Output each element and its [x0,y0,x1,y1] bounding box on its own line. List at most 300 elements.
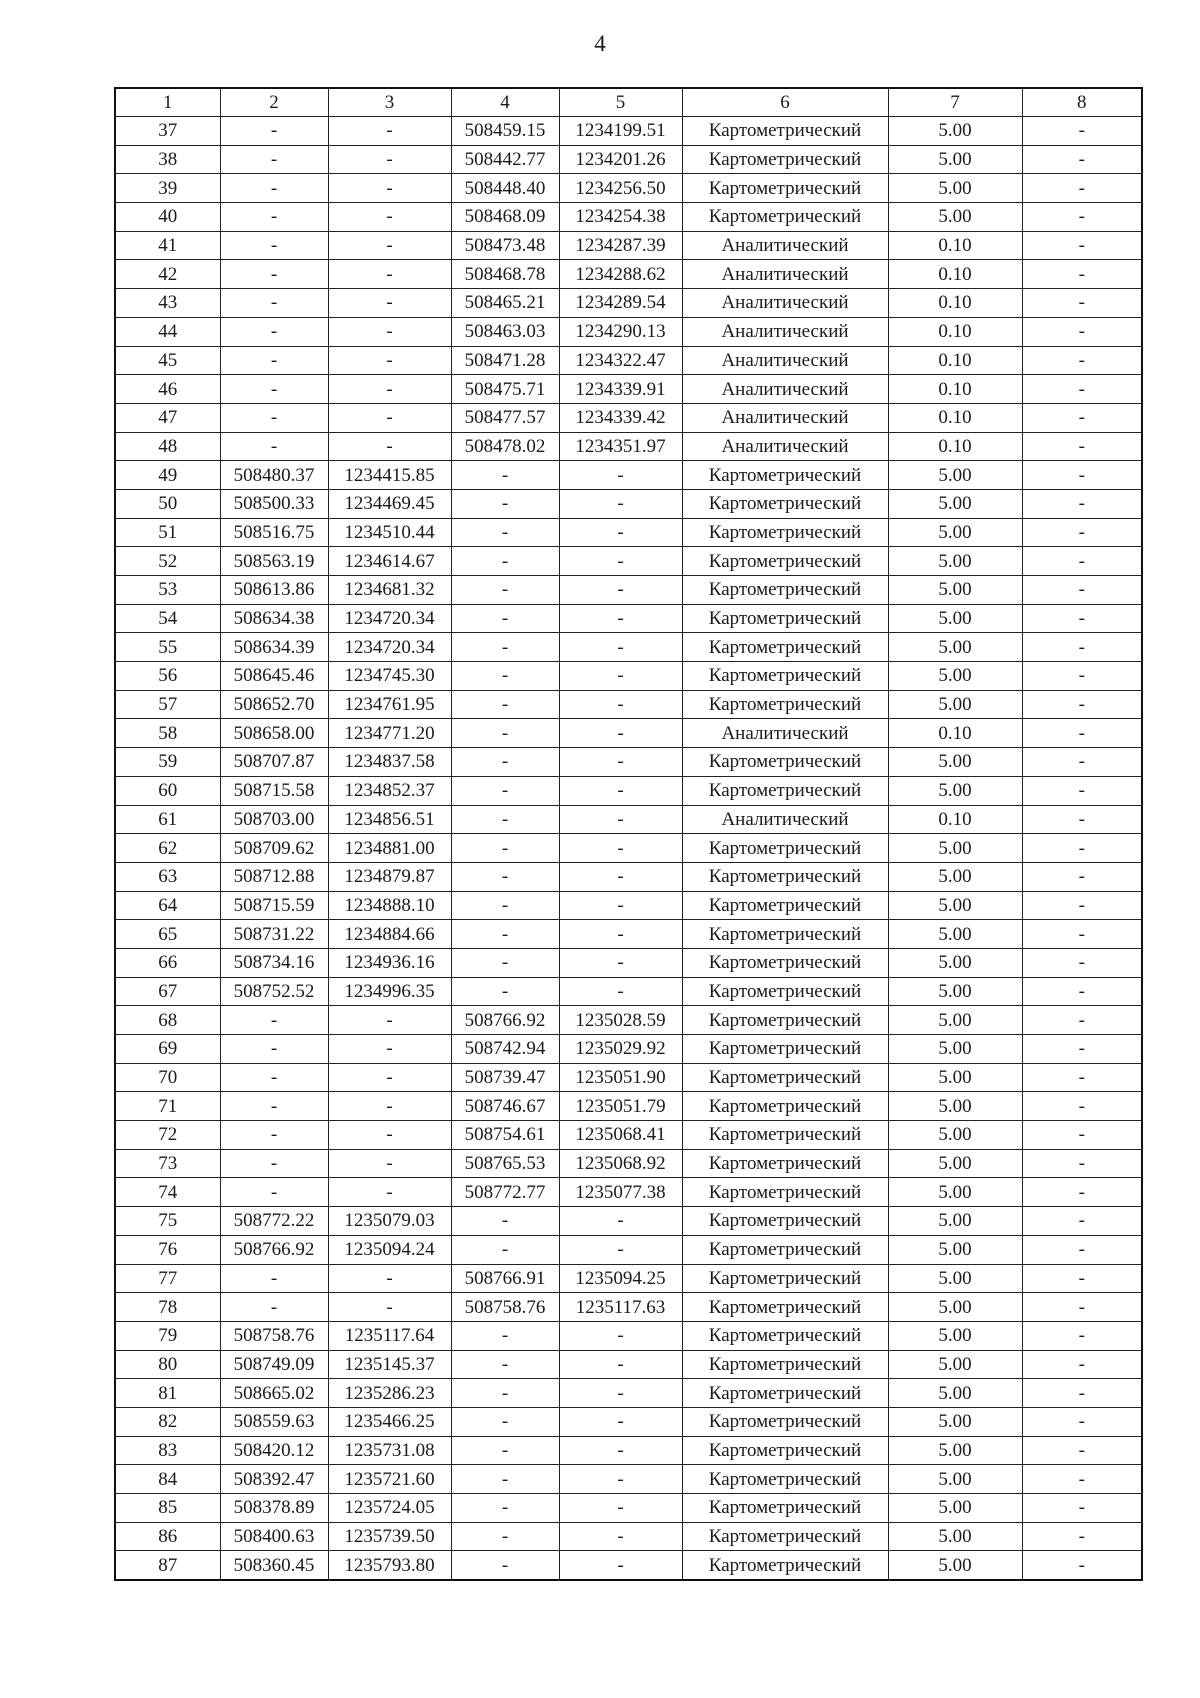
cell-x-new: - [451,862,559,891]
cell-y-old: - [328,1264,451,1293]
cell-method: Картометрический [682,977,888,1006]
cell-x-new: 508442.77 [451,145,559,174]
cell-y-new: - [559,662,682,691]
table-row [115,805,1142,834]
cell-x-new: 508448.40 [451,174,559,203]
cell-x-new: - [451,748,559,777]
cell-method: Картометрический [682,1035,888,1064]
cell-description: - [1022,1407,1142,1436]
cell-description: - [1022,891,1142,920]
cell-x-new: 508473.48 [451,231,559,260]
cell-description: - [1022,1149,1142,1178]
cell-description: - [1022,346,1142,375]
cell-description: - [1022,518,1142,547]
cell-description: - [1022,1522,1142,1551]
cell-y-new: 1235077.38 [559,1178,682,1207]
cell-description: - [1022,117,1142,146]
cell-description: - [1022,489,1142,518]
cell-description: - [1022,174,1142,203]
cell-method: Картометрический [682,891,888,920]
cell-description: - [1022,260,1142,289]
cell-description: - [1022,1235,1142,1264]
cell-description: - [1022,375,1142,404]
cell-point-number: 58 [115,719,220,748]
cell-y-old: 1234510.44 [328,518,451,547]
cell-accuracy: 0.10 [888,289,1022,318]
cell-y-new: - [559,948,682,977]
cell-y-old: 1234745.30 [328,662,451,691]
cell-x-old: - [220,375,328,404]
cell-x-new: - [451,1522,559,1551]
cell-method: Аналитический [682,346,888,375]
table-row [115,317,1142,346]
cell-y-new: - [559,805,682,834]
cell-y-old: 1234720.34 [328,633,451,662]
column-header: 8 [1022,88,1142,117]
cell-x-new: - [451,633,559,662]
cell-point-number: 48 [115,432,220,461]
cell-description: - [1022,317,1142,346]
table-row [115,920,1142,949]
cell-accuracy: 5.00 [888,1465,1022,1494]
cell-accuracy: 5.00 [888,776,1022,805]
cell-x-new: - [451,1207,559,1236]
cell-point-number: 62 [115,834,220,863]
cell-point-number: 52 [115,547,220,576]
cell-y-new: - [559,633,682,662]
cell-y-old: 1235286.23 [328,1379,451,1408]
cell-accuracy: 0.10 [888,805,1022,834]
table-row [115,375,1142,404]
table-row [115,174,1142,203]
cell-description: - [1022,1551,1142,1580]
cell-method: Картометрический [682,174,888,203]
table-row [115,862,1142,891]
cell-description: - [1022,547,1142,576]
cell-accuracy: 5.00 [888,1321,1022,1350]
cell-y-old: 1235721.60 [328,1465,451,1494]
cell-y-new: - [559,920,682,949]
cell-y-new: - [559,1321,682,1350]
table-row [115,117,1142,146]
cell-x-old: 508749.09 [220,1350,328,1379]
cell-point-number: 77 [115,1264,220,1293]
cell-y-old: - [328,145,451,174]
cell-x-old: - [220,1035,328,1064]
cell-y-new: - [559,604,682,633]
cell-y-old: 1235117.64 [328,1321,451,1350]
cell-y-old: - [328,1035,451,1064]
column-header: 1 [115,88,220,117]
cell-x-new: 508468.09 [451,203,559,232]
cell-y-new: 1234199.51 [559,117,682,146]
cell-y-new: - [559,1350,682,1379]
cell-y-new: 1235068.92 [559,1149,682,1178]
cell-method: Картометрический [682,461,888,490]
cell-point-number: 67 [115,977,220,1006]
table-row [115,1121,1142,1150]
cell-x-old: 508559.63 [220,1407,328,1436]
cell-x-new: 508754.61 [451,1121,559,1150]
table-row [115,748,1142,777]
cell-description: - [1022,748,1142,777]
cell-y-old: 1234720.34 [328,604,451,633]
column-header: 5 [559,88,682,117]
cell-y-new: - [559,748,682,777]
table-row [115,1494,1142,1523]
cell-x-old: 508392.47 [220,1465,328,1494]
cell-y-old: 1235094.24 [328,1235,451,1264]
table-row [115,690,1142,719]
cell-accuracy: 5.00 [888,1006,1022,1035]
cell-y-new: - [559,719,682,748]
column-header: 3 [328,88,451,117]
cell-x-new: - [451,1350,559,1379]
cell-description: - [1022,1321,1142,1350]
cell-x-old: 508500.33 [220,489,328,518]
cell-accuracy: 5.00 [888,145,1022,174]
cell-method: Картометрический [682,576,888,605]
cell-description: - [1022,977,1142,1006]
cell-y-old: - [328,174,451,203]
cell-description: - [1022,145,1142,174]
cell-y-old: - [328,117,451,146]
cell-point-number: 41 [115,231,220,260]
cell-point-number: 63 [115,862,220,891]
cell-x-old: 508563.19 [220,547,328,576]
table-row [115,1522,1142,1551]
cell-method: Картометрический [682,948,888,977]
cell-description: - [1022,862,1142,891]
cell-x-old: 508665.02 [220,1379,328,1408]
cell-y-old: - [328,403,451,432]
cell-x-old: 508772.22 [220,1207,328,1236]
cell-x-old: - [220,346,328,375]
cell-x-old: 508378.89 [220,1494,328,1523]
cell-method: Картометрический [682,834,888,863]
cell-point-number: 79 [115,1321,220,1350]
cell-method: Картометрический [682,1063,888,1092]
cell-x-new: 508742.94 [451,1035,559,1064]
cell-method: Картометрический [682,1465,888,1494]
cell-method: Картометрический [682,203,888,232]
cell-method: Картометрический [682,1494,888,1523]
cell-y-new: - [559,834,682,863]
cell-y-old: 1235079.03 [328,1207,451,1236]
cell-y-old: 1235145.37 [328,1350,451,1379]
cell-x-new: 508478.02 [451,432,559,461]
cell-accuracy: 0.10 [888,375,1022,404]
cell-accuracy: 5.00 [888,1350,1022,1379]
cell-x-new: 508477.57 [451,403,559,432]
cell-point-number: 73 [115,1149,220,1178]
cell-x-new: - [451,1321,559,1350]
cell-point-number: 68 [115,1006,220,1035]
cell-y-old: - [328,1178,451,1207]
cell-x-new: - [451,662,559,691]
table-row [115,576,1142,605]
cell-x-old: - [220,174,328,203]
cell-method: Картометрический [682,1092,888,1121]
cell-method: Картометрический [682,1178,888,1207]
cell-method: Картометрический [682,662,888,691]
cell-x-new: 508766.91 [451,1264,559,1293]
cell-point-number: 51 [115,518,220,547]
cell-y-new: - [559,1235,682,1264]
cell-accuracy: 5.00 [888,117,1022,146]
cell-point-number: 83 [115,1436,220,1465]
cell-method: Картометрический [682,604,888,633]
cell-y-old: - [328,203,451,232]
table-row [115,891,1142,920]
cell-description: - [1022,461,1142,490]
table-row [115,1379,1142,1408]
cell-y-new: 1234289.54 [559,289,682,318]
cell-x-new: 508475.71 [451,375,559,404]
cell-method: Картометрический [682,1264,888,1293]
cell-x-old: 508712.88 [220,862,328,891]
cell-method: Картометрический [682,518,888,547]
cell-description: - [1022,289,1142,318]
cell-x-old: 508734.16 [220,948,328,977]
cell-y-old: - [328,375,451,404]
cell-accuracy: 0.10 [888,346,1022,375]
column-header: 7 [888,88,1022,117]
cell-x-new: - [451,1465,559,1494]
cell-point-number: 82 [115,1407,220,1436]
cell-x-old: - [220,289,328,318]
cell-method: Аналитический [682,289,888,318]
cell-accuracy: 5.00 [888,920,1022,949]
cell-y-old: 1235724.05 [328,1494,451,1523]
cell-y-new: 1234339.42 [559,403,682,432]
table-row [115,1035,1142,1064]
cell-description: - [1022,920,1142,949]
cell-point-number: 74 [115,1178,220,1207]
table-row [115,604,1142,633]
cell-x-old: - [220,1063,328,1092]
cell-y-old: 1235466.25 [328,1407,451,1436]
table-row [115,834,1142,863]
cell-x-new: 508465.21 [451,289,559,318]
cell-x-old: - [220,231,328,260]
cell-accuracy: 5.00 [888,518,1022,547]
cell-description: - [1022,1293,1142,1322]
cell-x-new: 508765.53 [451,1149,559,1178]
cell-accuracy: 5.00 [888,1207,1022,1236]
table-row [115,633,1142,662]
cell-x-new: - [451,1436,559,1465]
cell-x-old: 508480.37 [220,461,328,490]
table-row [115,403,1142,432]
cell-point-number: 53 [115,576,220,605]
table-row [115,1063,1142,1092]
cell-x-old: 508652.70 [220,690,328,719]
table-row [115,1465,1142,1494]
table-row [115,1178,1142,1207]
cell-method: Картометрический [682,547,888,576]
cell-y-old: - [328,317,451,346]
cell-accuracy: 5.00 [888,1264,1022,1293]
table-row [115,948,1142,977]
column-header: 6 [682,88,888,117]
cell-description: - [1022,1436,1142,1465]
cell-description: - [1022,1494,1142,1523]
cell-y-new: - [559,1522,682,1551]
cell-x-old: 508715.58 [220,776,328,805]
cell-y-new: - [559,690,682,719]
cell-accuracy: 5.00 [888,948,1022,977]
cell-x-new: - [451,805,559,834]
cell-x-old: - [220,1121,328,1150]
cell-description: - [1022,633,1142,662]
cell-accuracy: 5.00 [888,461,1022,490]
cell-method: Картометрический [682,1121,888,1150]
cell-y-new: - [559,1379,682,1408]
cell-method: Картометрический [682,862,888,891]
cell-accuracy: 5.00 [888,1235,1022,1264]
cell-point-number: 43 [115,289,220,318]
table-row [115,461,1142,490]
cell-description: - [1022,662,1142,691]
cell-accuracy: 5.00 [888,1379,1022,1408]
cell-y-old: 1234852.37 [328,776,451,805]
cell-y-old: 1234761.95 [328,690,451,719]
cell-x-old: 508766.92 [220,1235,328,1264]
cell-description: - [1022,1350,1142,1379]
cell-point-number: 84 [115,1465,220,1494]
cell-method: Картометрический [682,1293,888,1322]
cell-x-new: 508772.77 [451,1178,559,1207]
cell-accuracy: 5.00 [888,1494,1022,1523]
cell-x-new: - [451,719,559,748]
cell-point-number: 66 [115,948,220,977]
cell-x-new: 508746.67 [451,1092,559,1121]
cell-x-old: 508420.12 [220,1436,328,1465]
cell-description: - [1022,432,1142,461]
cell-x-old: - [220,1264,328,1293]
cell-y-old: - [328,231,451,260]
cell-accuracy: 5.00 [888,834,1022,863]
cell-y-new: - [559,1465,682,1494]
cell-description: - [1022,1063,1142,1092]
cell-accuracy: 5.00 [888,891,1022,920]
cell-accuracy: 0.10 [888,231,1022,260]
cell-accuracy: 0.10 [888,260,1022,289]
cell-method: Картометрический [682,117,888,146]
cell-accuracy: 5.00 [888,662,1022,691]
cell-description: - [1022,231,1142,260]
cell-y-new: - [559,977,682,1006]
cell-y-new: - [559,518,682,547]
cell-y-new: 1234201.26 [559,145,682,174]
cell-y-old: 1234681.32 [328,576,451,605]
cell-method: Картометрический [682,145,888,174]
cell-y-old: 1234879.87 [328,862,451,891]
cell-method: Картометрический [682,776,888,805]
cell-y-new: - [559,1551,682,1580]
cell-method: Картометрический [682,1006,888,1035]
cell-accuracy: 5.00 [888,203,1022,232]
cell-accuracy: 5.00 [888,1121,1022,1150]
table-row [115,1006,1142,1035]
cell-method: Картометрический [682,1235,888,1264]
cell-x-old: - [220,403,328,432]
cell-y-new: 1234287.39 [559,231,682,260]
cell-accuracy: 5.00 [888,1551,1022,1580]
cell-accuracy: 5.00 [888,576,1022,605]
cell-point-number: 39 [115,174,220,203]
cell-description: - [1022,1264,1142,1293]
cell-y-new: 1234288.62 [559,260,682,289]
cell-accuracy: 5.00 [888,489,1022,518]
cell-point-number: 38 [115,145,220,174]
cell-accuracy: 5.00 [888,1293,1022,1322]
cell-point-number: 85 [115,1494,220,1523]
cell-point-number: 55 [115,633,220,662]
cell-method: Картометрический [682,1522,888,1551]
cell-point-number: 75 [115,1207,220,1236]
cell-x-old: - [220,1092,328,1121]
cell-y-old: - [328,1063,451,1092]
table-row [115,260,1142,289]
cell-y-new: - [559,461,682,490]
cell-x-old: - [220,1149,328,1178]
cell-x-old: 508752.52 [220,977,328,1006]
cell-x-old: - [220,432,328,461]
cell-description: - [1022,1379,1142,1408]
table-row [115,231,1142,260]
cell-y-old: 1234469.45 [328,489,451,518]
cell-x-old: - [220,117,328,146]
cell-y-old: - [328,1121,451,1150]
cell-y-new: 1235068.41 [559,1121,682,1150]
cell-y-old: - [328,260,451,289]
cell-point-number: 50 [115,489,220,518]
table-header-row [115,88,1142,117]
cell-point-number: 40 [115,203,220,232]
cell-x-old: 508613.86 [220,576,328,605]
cell-description: - [1022,403,1142,432]
column-header: 4 [451,88,559,117]
cell-accuracy: 5.00 [888,977,1022,1006]
cell-method: Картометрический [682,690,888,719]
cell-x-new: - [451,489,559,518]
cell-y-old: 1234996.35 [328,977,451,1006]
cell-x-new: 508468.78 [451,260,559,289]
table-row [115,776,1142,805]
table-body [115,117,1142,1581]
cell-x-old: 508758.76 [220,1321,328,1350]
cell-x-old: 508516.75 [220,518,328,547]
cell-x-old: - [220,1178,328,1207]
cell-point-number: 69 [115,1035,220,1064]
cell-method: Аналитический [682,805,888,834]
cell-y-new: 1234351.97 [559,432,682,461]
cell-method: Картометрический [682,1321,888,1350]
cell-y-old: - [328,1092,451,1121]
cell-x-new: 508758.76 [451,1293,559,1322]
cell-method: Аналитический [682,719,888,748]
cell-accuracy: 0.10 [888,317,1022,346]
cell-point-number: 81 [115,1379,220,1408]
cell-y-new: 1235117.63 [559,1293,682,1322]
table-row [115,1407,1142,1436]
cell-method: Картометрический [682,1149,888,1178]
cell-point-number: 78 [115,1293,220,1322]
cell-description: - [1022,834,1142,863]
table-row [115,1207,1142,1236]
